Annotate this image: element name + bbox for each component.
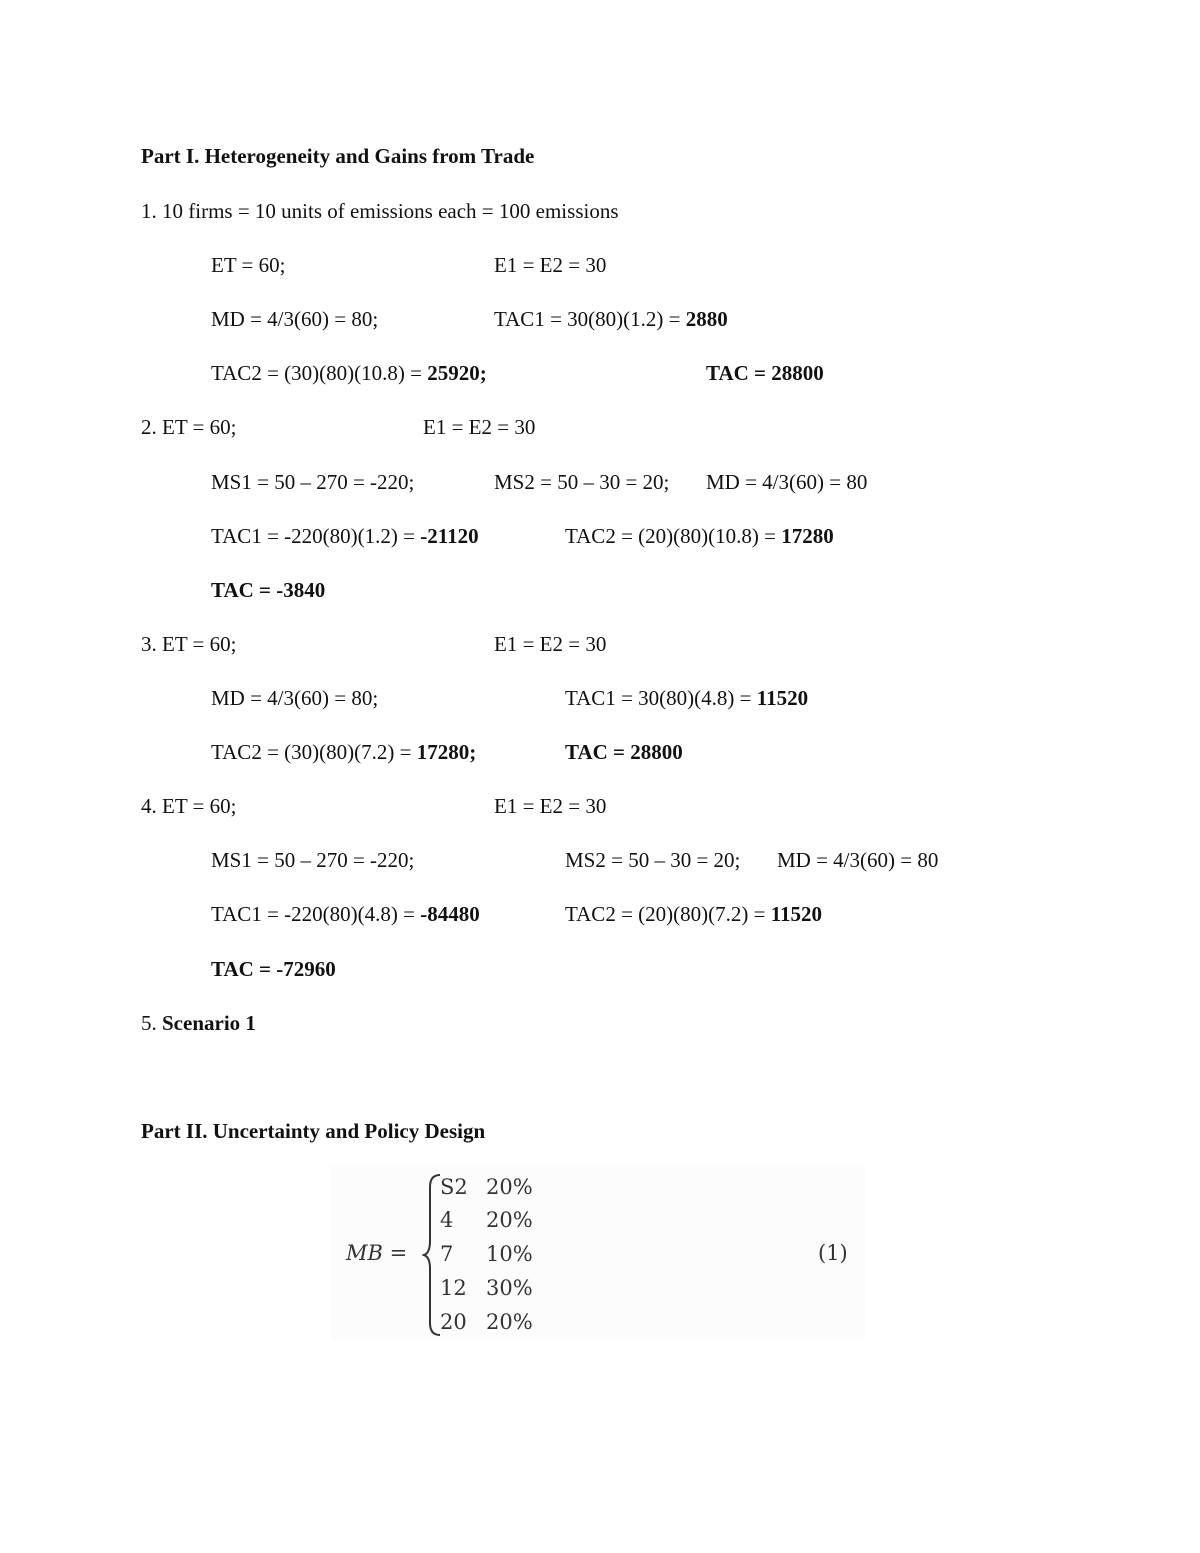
q4-tac2 xyxy=(565,901,822,927)
q2-tac2 xyxy=(565,523,834,549)
mb-lhs: MB = xyxy=(346,1241,408,1265)
q4-et: 4. ET = 60; xyxy=(141,794,237,818)
q2-et: 2. ET = 60; xyxy=(141,415,237,439)
q5-line xyxy=(141,1010,256,1036)
q4-tac1-result: -84480 xyxy=(420,902,480,926)
q2-ms2: MS2 = 50 – 30 = 20; xyxy=(494,470,670,494)
q4-md: MD = 4/3(60) = 80 xyxy=(777,848,939,872)
mb-row-5-prob: 20% xyxy=(486,1310,533,1334)
q3-tac1-expr: TAC1 = 30(80)(4.8) = xyxy=(565,686,757,710)
q1-intro: 1. 10 firms = 10 units of emissions each = 100 emissions xyxy=(141,199,619,223)
q2-e1e2: E1 = E2 = 30 xyxy=(423,415,536,439)
q3-et: 3. ET = 60; xyxy=(141,632,237,656)
q4-ms1: MS1 = 50 – 270 = -220; xyxy=(211,848,415,872)
mb-row-3-value: 7 xyxy=(440,1242,454,1266)
q3-tac2-result: 17280; xyxy=(416,740,477,764)
part1-heading: Part I. Heterogeneity and Gains from Trade xyxy=(141,144,535,168)
q2-tac-total: TAC = -3840 xyxy=(211,578,326,602)
q1-md: MD = 4/3(60) = 80; xyxy=(211,307,379,331)
q4-tac1 xyxy=(211,901,480,927)
mb-row-4-value: 12 xyxy=(440,1276,467,1300)
q1-et: ET = 60; xyxy=(211,253,286,277)
q3-md: MD = 4/3(60) = 80; xyxy=(211,686,379,710)
q1-tac1-expr: TAC1 = 30(80)(1.2) = xyxy=(494,307,686,331)
q1-e1e2: E1 = E2 = 30 xyxy=(494,253,607,277)
q3-tac2-expr: TAC2 = (30)(80)(7.2) = xyxy=(211,740,417,764)
q2-tac1 xyxy=(211,523,479,549)
q3-tac2 xyxy=(211,739,476,765)
q2-tac1-expr: TAC1 = -220(80)(1.2) = xyxy=(211,524,421,548)
q3-tac1 xyxy=(565,685,808,711)
q4-tac1-expr: TAC1 = -220(80)(4.8) = xyxy=(211,902,421,926)
q1-tac2 xyxy=(211,360,487,386)
mb-row-5-value: 20 xyxy=(440,1310,467,1334)
q4-tac-total: TAC = -72960 xyxy=(211,957,336,981)
q3-e1e2: E1 = E2 = 30 xyxy=(494,632,607,656)
q2-md: MD = 4/3(60) = 80 xyxy=(706,470,868,494)
mb-row-1-prob: 20% xyxy=(486,1175,533,1199)
mb-row-1-value: S2 xyxy=(440,1175,468,1199)
q4-e1e2: E1 = E2 = 30 xyxy=(494,794,607,818)
q2-ms1: MS1 = 50 – 270 = -220; xyxy=(211,470,415,494)
q4-tac2-expr: TAC2 = (20)(80)(7.2) = xyxy=(565,902,771,926)
q2-tac2-result: 17280 xyxy=(781,524,834,548)
q4-tac2-result: 11520 xyxy=(770,902,823,926)
q3-tac-total: TAC = 28800 xyxy=(565,740,683,764)
equation-number: (1) xyxy=(818,1241,848,1265)
q3-tac1-result: 11520 xyxy=(756,686,809,710)
mb-row-2-prob: 20% xyxy=(486,1208,533,1232)
q1-tac1 xyxy=(494,306,728,332)
mb-row-2-value: 4 xyxy=(440,1208,454,1232)
q2-tac2-expr: TAC2 = (20)(80)(10.8) = xyxy=(565,524,782,548)
q2-tac1-result: -21120 xyxy=(420,524,479,548)
q1-tac2-result: 25920; xyxy=(427,361,487,385)
q1-tac1-result: 2880 xyxy=(685,307,728,331)
q5-number: 5. xyxy=(141,1011,162,1035)
mb-row-3-prob: 10% xyxy=(486,1242,533,1266)
q1-tac-total: TAC = 28800 xyxy=(706,361,824,385)
q4-ms2: MS2 = 50 – 30 = 20; xyxy=(565,848,741,872)
part2-heading: Part II. Uncertainty and Policy Design xyxy=(141,1119,486,1143)
mb-equation xyxy=(330,1165,865,1340)
q5-answer: Scenario 1 xyxy=(162,1011,256,1035)
q1-tac2-expr: TAC2 = (30)(80)(10.8) = xyxy=(211,361,428,385)
mb-row-4-prob: 30% xyxy=(486,1276,533,1300)
